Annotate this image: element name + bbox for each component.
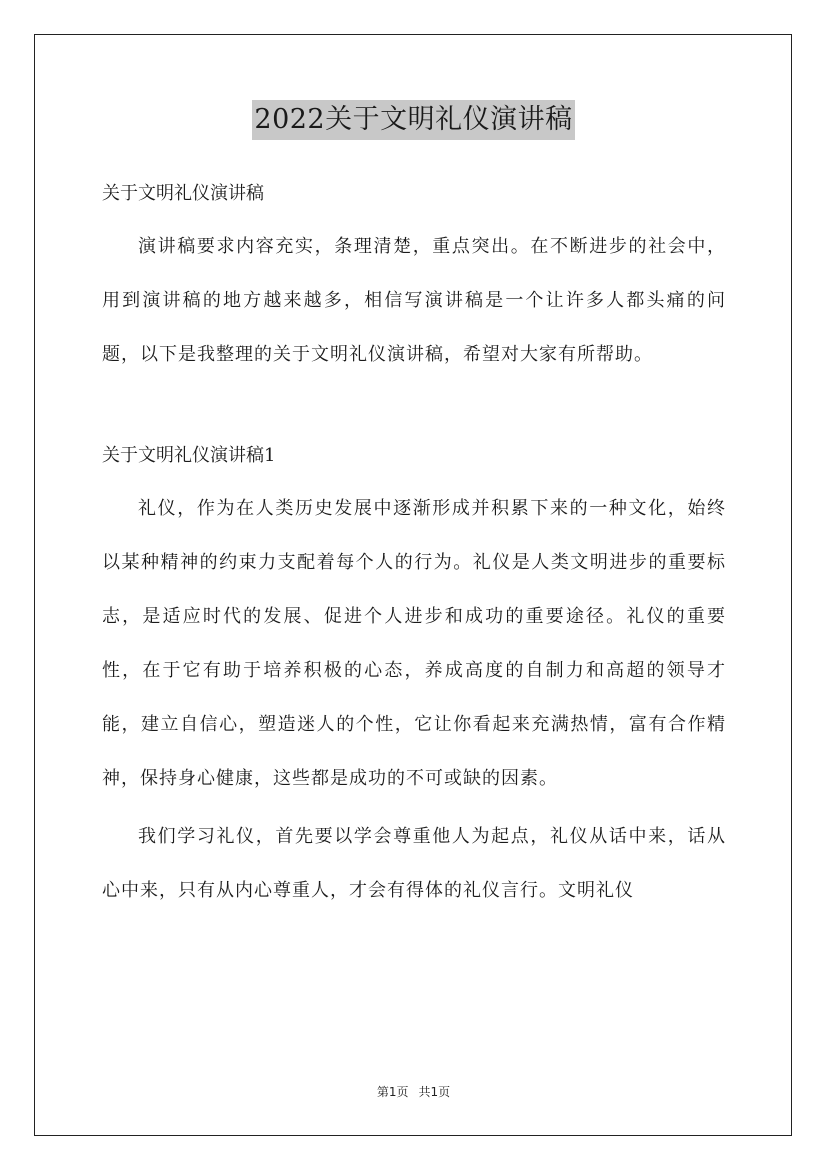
page-footer: [0, 1083, 827, 1100]
document-body: [102, 168, 726, 918]
title-wrapper: [0, 100, 827, 140]
intro-paragraph: 演讲稿要求内容充实，条理清楚，重点突出。在不断进步的社会中，用到演讲稿的地方越来越多，相信写演讲稿是一个让许多人都头痛的问题，以下是我整理的关于文明礼仪演讲稿，希望对大家有所帮助。: [102, 236, 726, 365]
section-gap: [102, 382, 726, 430]
page-number-total: 共1页: [418, 1085, 451, 1099]
document-title: 2022关于文明礼仪演讲稿: [252, 100, 574, 140]
page-number-current: 第1页: [376, 1085, 409, 1099]
section1-paragraph: 我们学习礼仪，首先要以学会尊重他人为起点，礼仪从话中来，话从心中来，只有从内心尊重人，才会有得体的礼仪言行。文明礼仪: [102, 826, 726, 901]
intro-heading: 关于文明礼仪演讲稿: [102, 183, 264, 204]
section1-heading: 关于文明礼仪演讲稿1: [102, 445, 276, 466]
section1-paragraph: 礼仪，作为在人类历史发展中逐渐形成并积累下来的一种文化，始终以某种精神的约束力支配着每个人的行为。礼仪是人类文明进步的重要标志，是适应时代的发展、促进个人进步和成功的重要途径。礼仪的重要性，在于它有助于培养积极的心态，养成高度的自制力和高超的领导才能，建立自信心，塑造迷人的个性，它让你看起来充满热情，富有合作精神，保持身心健康，这些都是成功的不可或缺的因素。: [102, 498, 726, 789]
